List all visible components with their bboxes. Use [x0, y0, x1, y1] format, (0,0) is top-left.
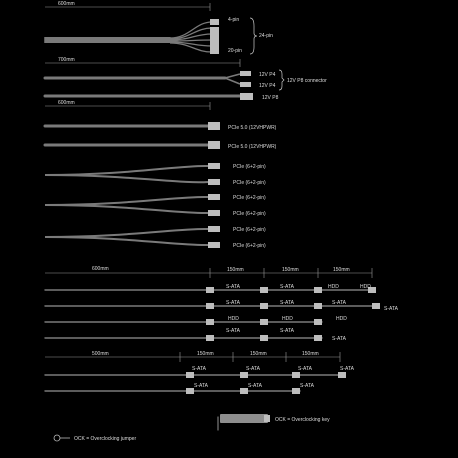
length-label: 600mm [58, 100, 75, 106]
connector-label: S-ATA [332, 300, 346, 306]
connector-label: PCIe (6+2-pin) [233, 211, 266, 217]
connector-label: PCIe (6+2-pin) [233, 227, 266, 233]
length-label: 150mm [333, 267, 350, 273]
connector-label: S-ATA [300, 383, 314, 389]
connector-label: S-ATA [332, 336, 346, 342]
pcie-connector [208, 163, 220, 169]
connector-label: S-ATA [192, 366, 206, 372]
peripheral-cables-1 [45, 266, 399, 342]
connector-label: S-ATA [280, 284, 294, 290]
group-label: 24-pin [259, 33, 273, 39]
length-label: 150mm [302, 351, 319, 357]
connector-label: HDD [282, 316, 293, 322]
connector-label: HDD [360, 284, 371, 290]
connector-label: 12V P8 [262, 95, 279, 101]
connector-label: S-ATA [246, 366, 260, 372]
pcie-connector [208, 179, 220, 185]
group-label: 12V P8 connector [287, 78, 327, 84]
connector-label: PCIe 5.0 (12VHPWR) [228, 125, 277, 131]
connector-label: 12V P4 [259, 72, 276, 78]
connector-label: S-ATA [226, 300, 240, 306]
connector-label: S-ATA [280, 328, 294, 334]
length-label: 150mm [250, 351, 267, 357]
pcie-cables [45, 100, 277, 249]
connector-label: PCIe (6+2-pin) [233, 164, 266, 170]
pin-label: 20-pin [228, 48, 242, 54]
cpu-p4-connector [240, 71, 251, 76]
pcie-connector [208, 226, 220, 232]
length-label: 600mm [58, 1, 75, 7]
connector-label: 12V P4 [259, 83, 276, 89]
connector-label: HDD [336, 316, 347, 322]
ock-key-device [220, 414, 268, 423]
connector-label: S-ATA [280, 300, 294, 306]
connector-label: S-ATA [226, 284, 240, 290]
connector-label: PCIe (6+2-pin) [233, 243, 266, 249]
connector-label: S-ATA [226, 328, 240, 334]
length-label: 150mm [282, 267, 299, 273]
cpu-p8-connector [240, 93, 253, 100]
connector-label: HDD [328, 284, 339, 290]
length-label: 700mm [58, 57, 75, 63]
atx-24pin-cable [45, 1, 273, 54]
connector-label: PCIe (6+2-pin) [233, 180, 266, 186]
atx-4pin-connector [210, 19, 219, 25]
length-label: 150mm [227, 267, 244, 273]
connector-label: S-ATA [248, 383, 262, 389]
pcie-connector [208, 210, 220, 216]
connector-label: PCIe 5.0 (12VHPWR) [228, 144, 277, 150]
jumper-icon [54, 435, 60, 441]
ock-key [218, 414, 330, 430]
brace-icon [250, 18, 257, 54]
cpu-p4-connector [240, 82, 251, 87]
connector-label: S-ATA [384, 306, 398, 312]
length-label: 600mm [92, 266, 109, 272]
connector-label: S-ATA [298, 366, 312, 372]
length-label: 150mm [197, 351, 214, 357]
atx-20pin-connector [210, 27, 219, 54]
cpu-cables [45, 57, 327, 101]
pcie-connector [208, 242, 220, 248]
pin-label: 4-pin [228, 17, 240, 23]
ock-jumper-label: OCK = Overclocking jumper [74, 436, 137, 442]
peripheral-cables-2 [45, 351, 355, 394]
length-label: 500mm [92, 351, 109, 357]
ock-key-label: OCK = Overclocking key [275, 417, 330, 423]
brace-icon [279, 70, 284, 90]
pcie-connector [208, 194, 220, 200]
connector-label: PCIe (6+2-pin) [233, 195, 266, 201]
connector-label: S-ATA [194, 383, 208, 389]
connector-label: HDD [228, 316, 239, 322]
12vhpwr-connector [208, 122, 220, 130]
ock-jumper [54, 435, 136, 442]
connector-label: S-ATA [340, 366, 354, 372]
12vhpwr-connector [208, 141, 220, 149]
